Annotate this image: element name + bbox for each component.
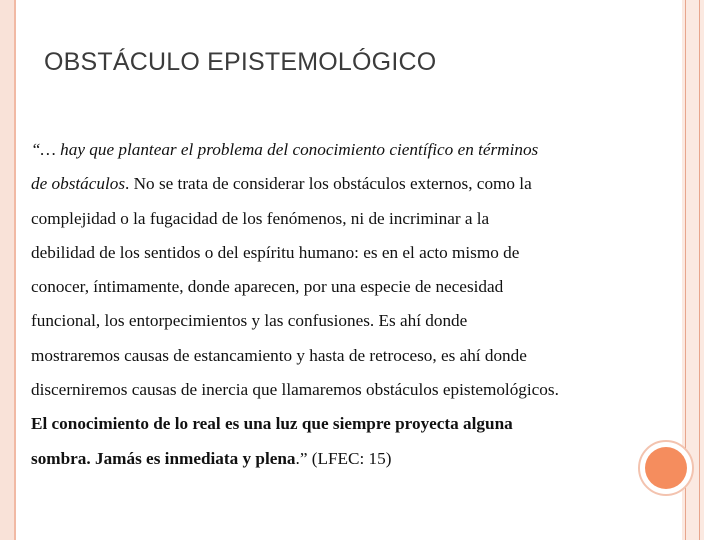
quote-line	[31, 442, 661, 476]
quote-text-span: . No se trata de considerar los obstáculos externos, como la	[125, 174, 532, 194]
right-border-line	[699, 0, 700, 540]
quote-line: discerniremos causas de inercia que llamaremos obstáculos epistemológicos.	[31, 380, 559, 400]
left-border-line	[14, 0, 16, 540]
quote-line: El conocimiento de lo real es una luz que siempre proyecta alguna	[31, 414, 513, 434]
quote-line	[31, 167, 661, 201]
quote-line: complejidad o la fugacidad de los fenómenos, ni de incriminar a la	[31, 208, 490, 228]
quote-italic-phrase: de obstáculos	[31, 174, 126, 194]
left-border-decoration	[0, 0, 14, 540]
quote-line: conocer, íntimamente, donde aparecen, por una especie de necesidad	[31, 277, 504, 297]
quote-bold-phrase: sombra. Jamás es inmediata y plena	[31, 448, 296, 468]
decorative-circle	[645, 447, 687, 489]
slide-title: OBSTÁCULO EPISTEMOLÓGICO	[44, 48, 437, 76]
quote-line: debilidad de los sentidos o del espíritu humano: es en el acto mismo de	[31, 242, 520, 262]
quote-line: “… hay que plantear el problema del conocimiento científico en términos	[31, 140, 539, 159]
quote-line: funcional, los entorpecimientos y las confusiones. Es ahí donde	[31, 311, 468, 331]
quote-citation: .” (LFEC: 15)	[295, 448, 392, 468]
quote-line: mostraremos causas de estancamiento y hasta de retroceso, es ahí donde	[31, 345, 527, 365]
quote-text	[31, 133, 661, 476]
